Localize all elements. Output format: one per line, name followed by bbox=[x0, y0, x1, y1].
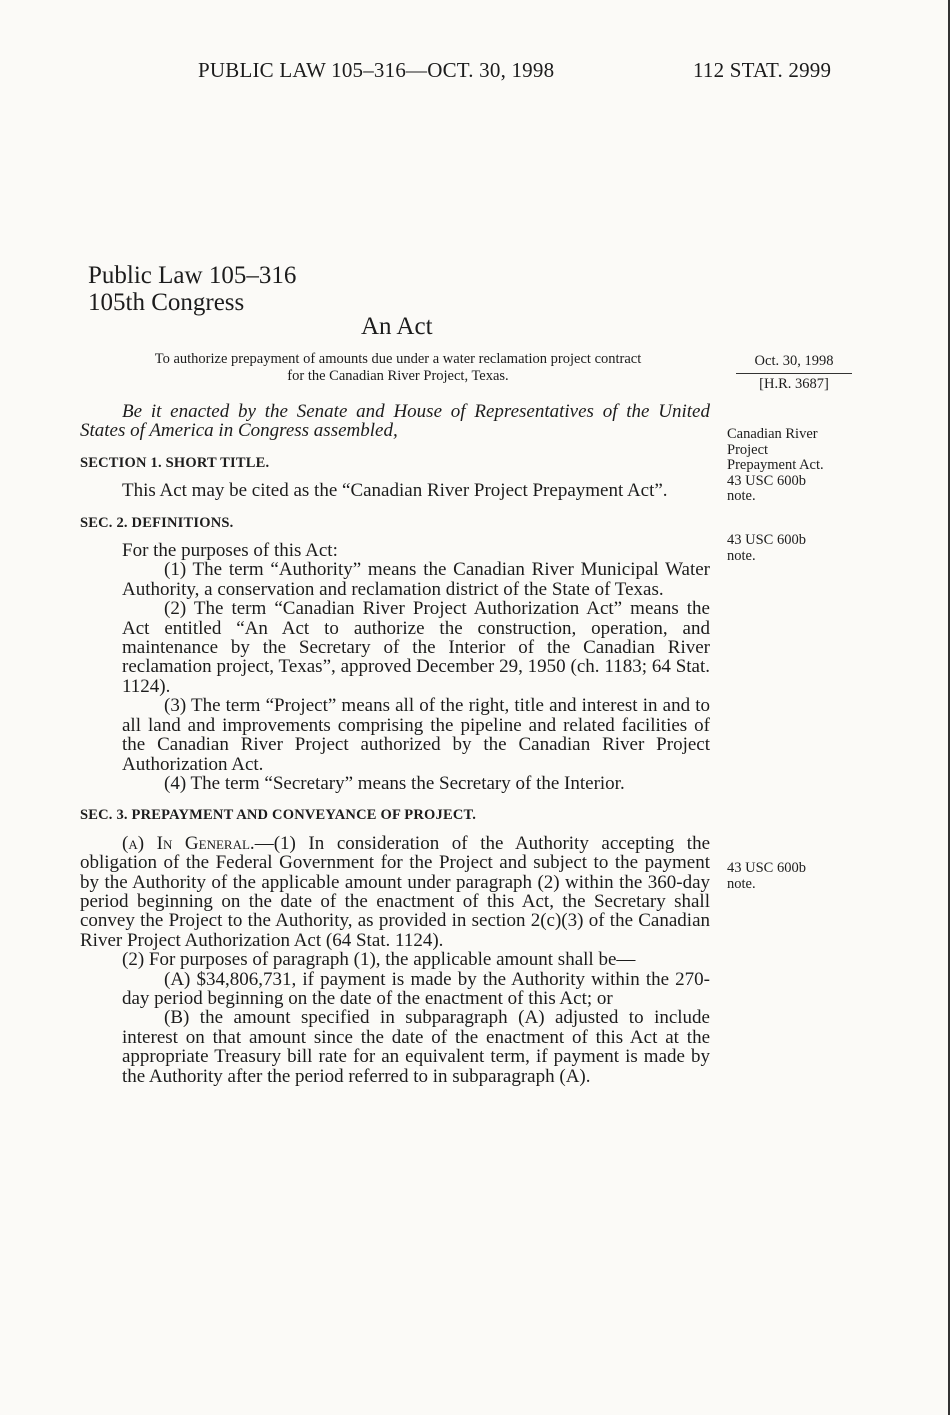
section-2-intro: For the purposes of this Act: bbox=[122, 540, 338, 562]
running-header-right: 112 STAT. 2999 bbox=[693, 58, 832, 82]
enacting-clause: Be it enacted by the Senate and House of Representatives of the United States of America in Congress assembled, bbox=[80, 401, 710, 442]
subparagraph-a: (A) $34,806,731, if payment is made by the Authority within the 270-day period beginning on the date of the enactment of this Act; or bbox=[122, 968, 710, 1009]
margin-date-block bbox=[736, 354, 852, 392]
law-title bbox=[88, 262, 296, 316]
congress-number: 105th Congress bbox=[88, 289, 245, 316]
margin-note-line: note. bbox=[727, 875, 756, 892]
margin-note-line: 43 USC 600b bbox=[727, 860, 806, 876]
margin-note-line: 43 USC 600b bbox=[727, 532, 806, 548]
margin-note-line: note. bbox=[727, 547, 756, 564]
margin-note-line: Project bbox=[727, 441, 769, 458]
purpose-line-1: To authorize prepayment of amounts due under a water reclamation project contract bbox=[154, 351, 642, 367]
running-header-left: PUBLIC LAW 105–316—OCT. 30, 1998 bbox=[198, 58, 555, 82]
act-body bbox=[80, 402, 710, 1086]
law-number: Public Law 105–316 bbox=[88, 262, 297, 289]
margin-note-definitions bbox=[727, 533, 806, 564]
margin-note-short-title bbox=[727, 427, 824, 505]
definition-3: (3) The term “Project” means all of the right, title and interest in and to all land and improvements comprising the pipeline and related facilities of the Canadian River Project authorized by the Canadian River Project Authorization Act. bbox=[122, 695, 710, 775]
margin-note-line: Canadian River bbox=[727, 426, 818, 442]
margin-date: Oct. 30, 1998 bbox=[754, 353, 834, 369]
subsection-a-label: (a) In General. bbox=[122, 832, 255, 854]
act-heading: An Act bbox=[361, 313, 433, 340]
section-3-subsection-a bbox=[80, 834, 710, 950]
section-1-text: This Act may be cited as the “Canadian River Project Prepayment Act”. bbox=[122, 480, 668, 502]
act-purpose bbox=[88, 351, 708, 385]
margin-note-line: note. bbox=[727, 488, 756, 504]
subsection-a-text: —(1) In consideration of the Authority accepting the obligation of the Federal Government for the Project and subject to the payment by the Authority of the applicable amount under paragraph (2) within the 360-day period beginning on the date of the enactment of this Act, the Secretary shall convey the Project to the Authority, as provided in section 2(c)(3) of the Canadian River Project Authorization Act (64 Stat. 1124). bbox=[80, 832, 711, 951]
definition-1: (1) The term “Authority” means the Canadian River Municipal Water Authority, a conservation and reclamation district of the State of Texas. bbox=[122, 559, 710, 600]
margin-note-prepayment bbox=[727, 861, 806, 892]
definition-4: (4) The term “Secretary” means the Secretary of the Interior. bbox=[164, 772, 625, 794]
margin-bill-number: [H.R. 3687] bbox=[736, 373, 852, 393]
definition-2: (2) The term “Canadian River Project Authorization Act” means the Act entitled “An Act to authorize the construction, operation, and maintenance by the Secretary of the Interior of the Canadian River reclamation project, Texas”, approved December 29, 1950 (ch. 1183; 64 Stat. 1124). bbox=[122, 598, 710, 697]
section-1-heading: SECTION 1. SHORT TITLE. bbox=[80, 454, 270, 471]
section-3-paragraph-2: (2) For purposes of paragraph (1), the applicable amount shall be— bbox=[122, 949, 636, 971]
purpose-line-2: for the Canadian River Project, Texas. bbox=[287, 368, 509, 384]
margin-note-line: 43 USC 600b bbox=[727, 472, 806, 489]
margin-note-line: Prepayment Act. bbox=[727, 457, 824, 473]
section-3-heading: SEC. 3. PREPAYMENT AND CONVEYANCE OF PROJECT. bbox=[80, 807, 477, 824]
subparagraph-b: (B) the amount specified in subparagraph (A) adjusted to include interest on that amount since the date of the enactment of this Act at the appropriate Treasury bill rate for an equivalent term, if payment is made by the Authority after the period referred to in subparagraph (A). bbox=[122, 1007, 710, 1087]
section-2-heading: SEC. 2. DEFINITIONS. bbox=[80, 514, 234, 531]
